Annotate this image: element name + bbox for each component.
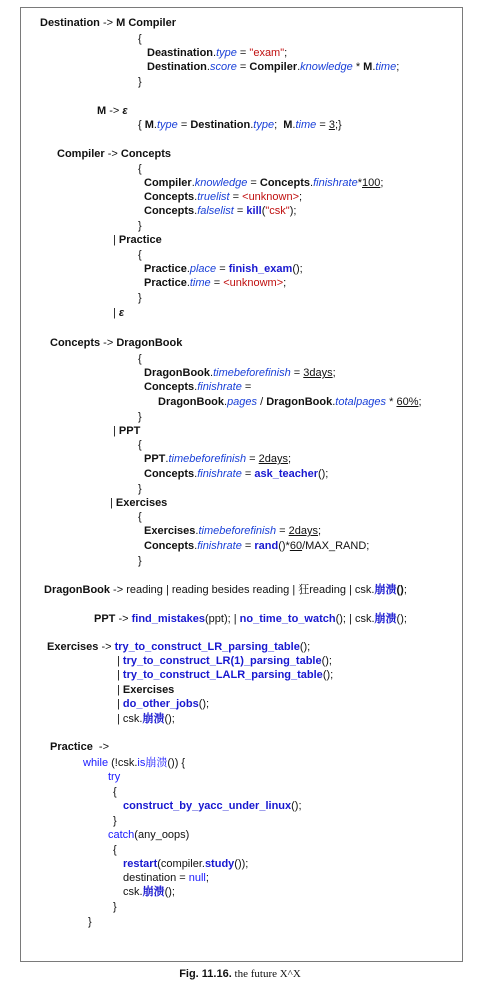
code-token: M bbox=[363, 61, 373, 73]
code-line bbox=[83, 756, 185, 770]
code-token: . bbox=[206, 61, 210, 73]
code-token: = bbox=[229, 191, 243, 203]
code-token: ; bbox=[205, 872, 209, 884]
code-token: truelist bbox=[197, 191, 230, 203]
code-token: = bbox=[241, 381, 252, 393]
code-token: | csk. bbox=[117, 713, 143, 725]
code-line bbox=[117, 697, 209, 711]
code-line bbox=[123, 799, 302, 813]
code-token: time bbox=[375, 61, 397, 73]
code-token: | bbox=[117, 698, 123, 710]
code-token: (); | csk. bbox=[335, 613, 375, 625]
code-token: 60 bbox=[289, 540, 303, 552]
code-line bbox=[47, 640, 310, 654]
code-token: -> bbox=[115, 613, 132, 625]
code-token: M Compiler bbox=[116, 17, 177, 29]
code-token: } bbox=[138, 292, 142, 304]
code-token: knowledge bbox=[300, 61, 353, 73]
code-token: = bbox=[247, 177, 260, 189]
code-line bbox=[158, 395, 422, 409]
code-token: Practice bbox=[144, 263, 187, 275]
code-token: ε bbox=[118, 307, 125, 319]
code-token: ;} bbox=[334, 119, 342, 131]
code-token: ; bbox=[318, 525, 322, 537]
code-token: / bbox=[257, 396, 267, 408]
code-token: ; bbox=[418, 396, 422, 408]
code-token: finish_exam bbox=[228, 263, 293, 275]
code-token: . bbox=[250, 119, 254, 131]
code-token: = bbox=[241, 540, 255, 552]
code-token: knowledge bbox=[194, 177, 248, 189]
code-line bbox=[138, 352, 142, 366]
code-token: { bbox=[138, 249, 142, 261]
code-token: { bbox=[138, 353, 142, 365]
code-token: Deastination bbox=[147, 47, 214, 59]
code-line bbox=[144, 190, 302, 204]
code-token: } bbox=[138, 555, 142, 567]
code-token: ( bbox=[261, 205, 266, 217]
code-token: -> reading | reading besides reading | 狂reading | csk. bbox=[110, 584, 375, 596]
code-token: place bbox=[189, 263, 217, 275]
code-line bbox=[117, 668, 333, 682]
code-line bbox=[144, 380, 251, 394]
code-token: (); bbox=[321, 655, 332, 667]
code-token: 崩溃 bbox=[374, 613, 397, 625]
code-token: (any_oops) bbox=[134, 829, 190, 841]
code-token: | bbox=[117, 655, 123, 667]
code-line bbox=[144, 467, 328, 481]
code-token: } bbox=[138, 76, 142, 88]
code-token: Destination bbox=[190, 119, 251, 131]
code-token: -> bbox=[98, 641, 115, 653]
code-token: Practice bbox=[50, 741, 93, 753]
code-token: Concepts bbox=[144, 468, 195, 480]
code-token: = bbox=[316, 119, 329, 131]
code-token: PPT bbox=[144, 453, 166, 465]
code-line bbox=[113, 424, 140, 438]
code-line bbox=[50, 740, 109, 754]
code-token: Concepts bbox=[120, 148, 172, 160]
code-line bbox=[108, 828, 189, 842]
code-token: . bbox=[194, 191, 198, 203]
code-token: * bbox=[352, 61, 364, 73]
code-token: (); bbox=[322, 669, 334, 681]
code-token: /MAX_RAND; bbox=[302, 540, 370, 552]
code-line bbox=[144, 366, 336, 380]
code-token: { bbox=[138, 119, 145, 131]
code-token: (); bbox=[291, 800, 302, 812]
code-line bbox=[117, 654, 332, 668]
code-token: pages bbox=[227, 396, 258, 408]
code-line bbox=[113, 814, 117, 828]
code-token: time bbox=[295, 119, 317, 131]
code-token: Destination bbox=[40, 17, 100, 29]
code-token: . bbox=[194, 381, 198, 393]
code-token: type bbox=[253, 119, 275, 131]
code-line bbox=[144, 539, 369, 553]
code-line bbox=[138, 554, 142, 568]
code-token: 100 bbox=[362, 177, 381, 189]
code-token: = bbox=[177, 119, 191, 131]
code-token: <unknown> bbox=[242, 191, 300, 203]
code-token: () bbox=[396, 584, 404, 596]
code-token: Practice bbox=[118, 234, 162, 246]
figure-label: Fig. 11.16. bbox=[179, 968, 232, 980]
code-token: (); bbox=[164, 713, 175, 725]
code-token: timebeforefinish bbox=[168, 453, 247, 465]
code-line bbox=[138, 32, 142, 46]
code-token: * bbox=[386, 396, 397, 408]
code-token: DragonBook bbox=[116, 337, 183, 349]
code-line bbox=[144, 204, 296, 218]
code-token: ; bbox=[274, 119, 284, 131]
code-token: Compiler bbox=[249, 61, 298, 73]
code-token: DragonBook bbox=[266, 396, 333, 408]
code-token: 3 bbox=[328, 119, 335, 131]
code-token: . bbox=[195, 525, 199, 537]
code-token: } bbox=[138, 220, 142, 232]
code-token: 崩溃 bbox=[374, 584, 397, 596]
code-line bbox=[110, 496, 167, 510]
code-token: Concepts bbox=[144, 191, 195, 203]
code-token: M bbox=[97, 105, 107, 117]
code-line bbox=[117, 683, 174, 697]
code-token: . bbox=[213, 47, 217, 59]
code-token: time bbox=[189, 277, 211, 289]
code-token: catch bbox=[108, 829, 135, 841]
code-token: (); bbox=[317, 468, 329, 480]
code-line bbox=[144, 524, 321, 538]
code-token: rand bbox=[254, 540, 279, 552]
code-line bbox=[147, 60, 399, 74]
code-line bbox=[138, 410, 142, 424]
code-token: (compiler. bbox=[157, 858, 205, 870]
code-token: | bbox=[113, 234, 119, 246]
code-token: kill bbox=[246, 205, 262, 217]
code-token: (); bbox=[164, 886, 175, 898]
code-token: = bbox=[236, 61, 250, 73]
code-token: Exercises bbox=[115, 497, 168, 509]
code-token: Concepts bbox=[144, 540, 195, 552]
code-token: (!csk. bbox=[108, 757, 138, 769]
code-token: = bbox=[216, 263, 229, 275]
code-token: . bbox=[194, 205, 198, 217]
code-token: ; bbox=[288, 453, 292, 465]
code-line bbox=[138, 510, 142, 524]
code-token: 2days bbox=[288, 525, 319, 537]
code-line bbox=[113, 306, 124, 320]
code-token: "csk" bbox=[265, 205, 290, 217]
code-token: Concepts bbox=[144, 205, 195, 217]
code-token: = bbox=[233, 205, 247, 217]
code-token: -> bbox=[92, 741, 110, 753]
code-line bbox=[117, 712, 175, 726]
code-line bbox=[138, 248, 142, 262]
code-line bbox=[94, 612, 407, 626]
code-token: csk. bbox=[123, 886, 143, 898]
code-token: . bbox=[194, 540, 198, 552]
code-token: finishrate bbox=[197, 381, 242, 393]
code-token: (); bbox=[292, 263, 303, 275]
code-line bbox=[138, 438, 142, 452]
code-token: | bbox=[113, 425, 119, 437]
code-line bbox=[138, 482, 142, 496]
code-token: timebeforefinish bbox=[198, 525, 277, 537]
code-line bbox=[97, 104, 128, 118]
code-token: do_other_jobs bbox=[122, 698, 199, 710]
code-token: null bbox=[188, 872, 206, 884]
code-line bbox=[138, 291, 142, 305]
code-token: . bbox=[194, 468, 198, 480]
code-token: . bbox=[297, 61, 301, 73]
code-token: Compiler bbox=[57, 148, 105, 160]
code-token: try_to_construct_LR(1)_parsing_table bbox=[122, 655, 322, 667]
code-token: -> bbox=[99, 17, 117, 29]
code-token: (ppt); | bbox=[204, 613, 240, 625]
code-token: | bbox=[113, 307, 119, 319]
code-token: finishrate bbox=[197, 540, 242, 552]
code-token: . bbox=[292, 119, 296, 131]
code-token: falselist bbox=[197, 205, 234, 217]
code-token: . bbox=[191, 177, 195, 189]
code-token: finishrate bbox=[197, 468, 242, 480]
code-token: ; bbox=[299, 191, 303, 203]
code-token: . bbox=[224, 396, 228, 408]
code-line bbox=[144, 262, 303, 276]
code-token: is崩溃 bbox=[137, 757, 168, 769]
code-token: ; bbox=[380, 177, 384, 189]
code-token: ()); bbox=[234, 858, 249, 870]
code-token: . bbox=[186, 277, 190, 289]
code-line bbox=[144, 452, 291, 466]
code-token: 2days bbox=[258, 453, 289, 465]
code-token: . bbox=[310, 177, 314, 189]
code-token: . bbox=[165, 453, 169, 465]
code-line bbox=[113, 843, 117, 857]
code-token: { bbox=[138, 511, 142, 523]
code-token: ask_teacher bbox=[254, 468, 318, 480]
code-token: DragonBook bbox=[158, 396, 224, 408]
code-token: Concepts bbox=[144, 381, 195, 393]
code-token: ; bbox=[396, 61, 400, 73]
code-token: Compiler bbox=[144, 177, 192, 189]
code-token: } bbox=[113, 815, 117, 827]
code-token: | bbox=[117, 669, 123, 681]
code-token: } bbox=[138, 483, 142, 495]
code-token: finishrate bbox=[313, 177, 358, 189]
code-line bbox=[147, 46, 287, 60]
code-token: ()* bbox=[278, 540, 290, 552]
code-token: | bbox=[110, 497, 116, 509]
code-token: = bbox=[210, 277, 224, 289]
code-line bbox=[144, 276, 286, 290]
code-token: restart bbox=[123, 858, 158, 870]
code-token: try bbox=[108, 771, 121, 783]
code-token: -> bbox=[104, 148, 121, 160]
code-line bbox=[40, 16, 176, 30]
code-token: M bbox=[283, 119, 293, 131]
code-token: 崩溃 bbox=[142, 886, 165, 898]
code-token: = bbox=[246, 453, 259, 465]
code-token: ε bbox=[122, 105, 128, 117]
code-token: . bbox=[153, 119, 157, 131]
code-token: = bbox=[290, 367, 304, 379]
code-line bbox=[123, 871, 209, 885]
code-token: construct_by_yacc_under_linux bbox=[123, 800, 292, 812]
code-token: { bbox=[138, 163, 142, 175]
code-line bbox=[138, 162, 142, 176]
code-token: = bbox=[276, 525, 289, 537]
code-token: ()) { bbox=[167, 757, 186, 769]
code-token: 60% bbox=[396, 396, 419, 408]
code-token: -> bbox=[100, 337, 117, 349]
code-line bbox=[44, 583, 407, 597]
code-token: ); bbox=[289, 205, 297, 217]
code-token: PPT bbox=[118, 425, 141, 437]
code-line bbox=[138, 118, 342, 132]
code-token: . bbox=[210, 367, 214, 379]
code-token: Destination bbox=[147, 61, 207, 73]
code-token: 崩溃 bbox=[142, 713, 165, 725]
code-token: (); bbox=[198, 698, 210, 710]
code-line bbox=[57, 147, 171, 161]
code-line bbox=[108, 770, 120, 784]
code-token: score bbox=[209, 61, 237, 73]
code-token: = bbox=[236, 47, 250, 59]
code-token: = bbox=[241, 468, 255, 480]
code-token: Exercises bbox=[144, 525, 196, 537]
code-line bbox=[50, 336, 182, 350]
code-token: | bbox=[117, 684, 123, 696]
code-line bbox=[88, 915, 92, 929]
code-token: no_time_to_watch bbox=[239, 613, 336, 625]
code-token: type bbox=[216, 47, 237, 59]
code-line bbox=[138, 219, 142, 233]
code-token: Concepts bbox=[50, 337, 101, 349]
code-token: DragonBook bbox=[44, 584, 110, 596]
code-token: * bbox=[357, 177, 362, 189]
code-token: { bbox=[138, 33, 142, 45]
code-line bbox=[113, 900, 117, 914]
code-token: { bbox=[113, 844, 117, 856]
code-token: -> bbox=[106, 105, 123, 117]
code-token: DragonBook bbox=[144, 367, 210, 379]
code-token: } bbox=[138, 411, 142, 423]
code-token: (); bbox=[299, 641, 311, 653]
code-token: . bbox=[372, 61, 376, 73]
code-token: Exercises bbox=[47, 641, 99, 653]
code-line bbox=[138, 75, 142, 89]
code-token: . bbox=[332, 396, 336, 408]
code-token: study bbox=[204, 858, 235, 870]
code-token: { bbox=[138, 439, 142, 451]
code-token: timebeforefinish bbox=[213, 367, 291, 379]
code-token: } bbox=[113, 901, 117, 913]
code-line bbox=[123, 885, 175, 899]
code-token: Exercises bbox=[122, 684, 175, 696]
code-token: while bbox=[83, 757, 109, 769]
code-token: ; bbox=[332, 367, 336, 379]
code-token: 3days bbox=[303, 367, 333, 379]
code-token: PPT bbox=[94, 613, 116, 625]
code-token: type bbox=[156, 119, 178, 131]
code-token: <unknowm> bbox=[223, 277, 284, 289]
code-token: destination = bbox=[123, 872, 189, 884]
code-token: try_to_construct_LALR_parsing_table bbox=[122, 669, 323, 681]
code-token: Concepts bbox=[259, 177, 311, 189]
code-token: Practice bbox=[144, 277, 187, 289]
code-token: "exam" bbox=[249, 47, 285, 59]
code-token: try_to_construct_LR_parsing_table bbox=[114, 641, 300, 653]
figure-caption-text: the future X^X bbox=[231, 968, 301, 980]
code-token: } bbox=[88, 916, 92, 928]
code-token: totalpages bbox=[335, 396, 387, 408]
code-line bbox=[144, 176, 383, 190]
code-token: M bbox=[144, 119, 154, 131]
figure-caption bbox=[0, 968, 480, 980]
code-line bbox=[113, 785, 117, 799]
code-token: ; bbox=[284, 47, 288, 59]
code-line bbox=[113, 233, 162, 247]
code-token: ; bbox=[283, 277, 287, 289]
code-token: { bbox=[113, 786, 117, 798]
code-token: find_mistakes bbox=[131, 613, 205, 625]
code-line bbox=[123, 857, 248, 871]
code-token: . bbox=[186, 263, 190, 275]
code-token: ; bbox=[403, 584, 407, 596]
code-token: (); bbox=[396, 613, 407, 625]
